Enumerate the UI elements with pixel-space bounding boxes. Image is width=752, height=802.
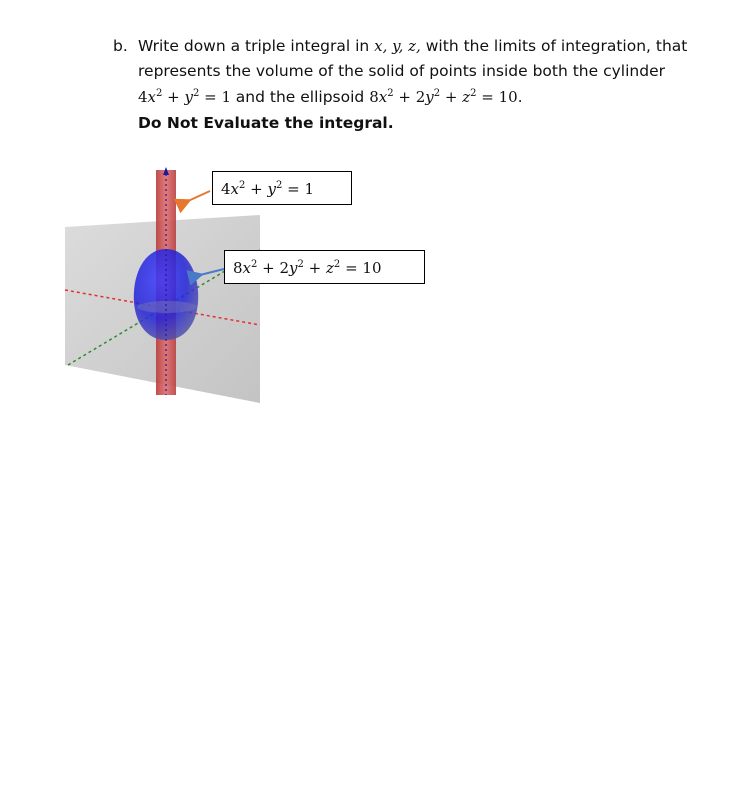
line1-text: Write down a triple integral in bbox=[138, 37, 375, 55]
problem-line-2: represents the volume of the solid of points inside both the cylinder bbox=[138, 62, 665, 80]
line1-end: with the limits of integration, that bbox=[420, 37, 688, 55]
problem-line-3 bbox=[138, 85, 522, 110]
problem-line-1 bbox=[138, 34, 687, 59]
cylinder-pointer-arrow bbox=[188, 191, 210, 201]
3d-figure bbox=[60, 165, 440, 405]
line3-mid: and the ellipsoid bbox=[235, 88, 370, 106]
instruction-bold: Do Not Evaluate the integral. bbox=[138, 114, 394, 132]
problem-label: b. bbox=[113, 37, 128, 55]
cylinder-equation-box: $4x^2 + y^2 = 1$ bbox=[212, 171, 352, 205]
variables: x, y, z, bbox=[374, 37, 421, 55]
cylinder-equation-inline: $4x^2 + y^2 = 1$ bbox=[138, 88, 232, 106]
ellipsoid-equation-box: $8x^2 + 2y^2 + z^2 = 10$ bbox=[224, 250, 425, 284]
ellipsoid-rim bbox=[137, 301, 197, 313]
ellipsoid-equation-inline: $8x^2 + 2y^2 + z^2 = 10$. bbox=[369, 88, 523, 106]
